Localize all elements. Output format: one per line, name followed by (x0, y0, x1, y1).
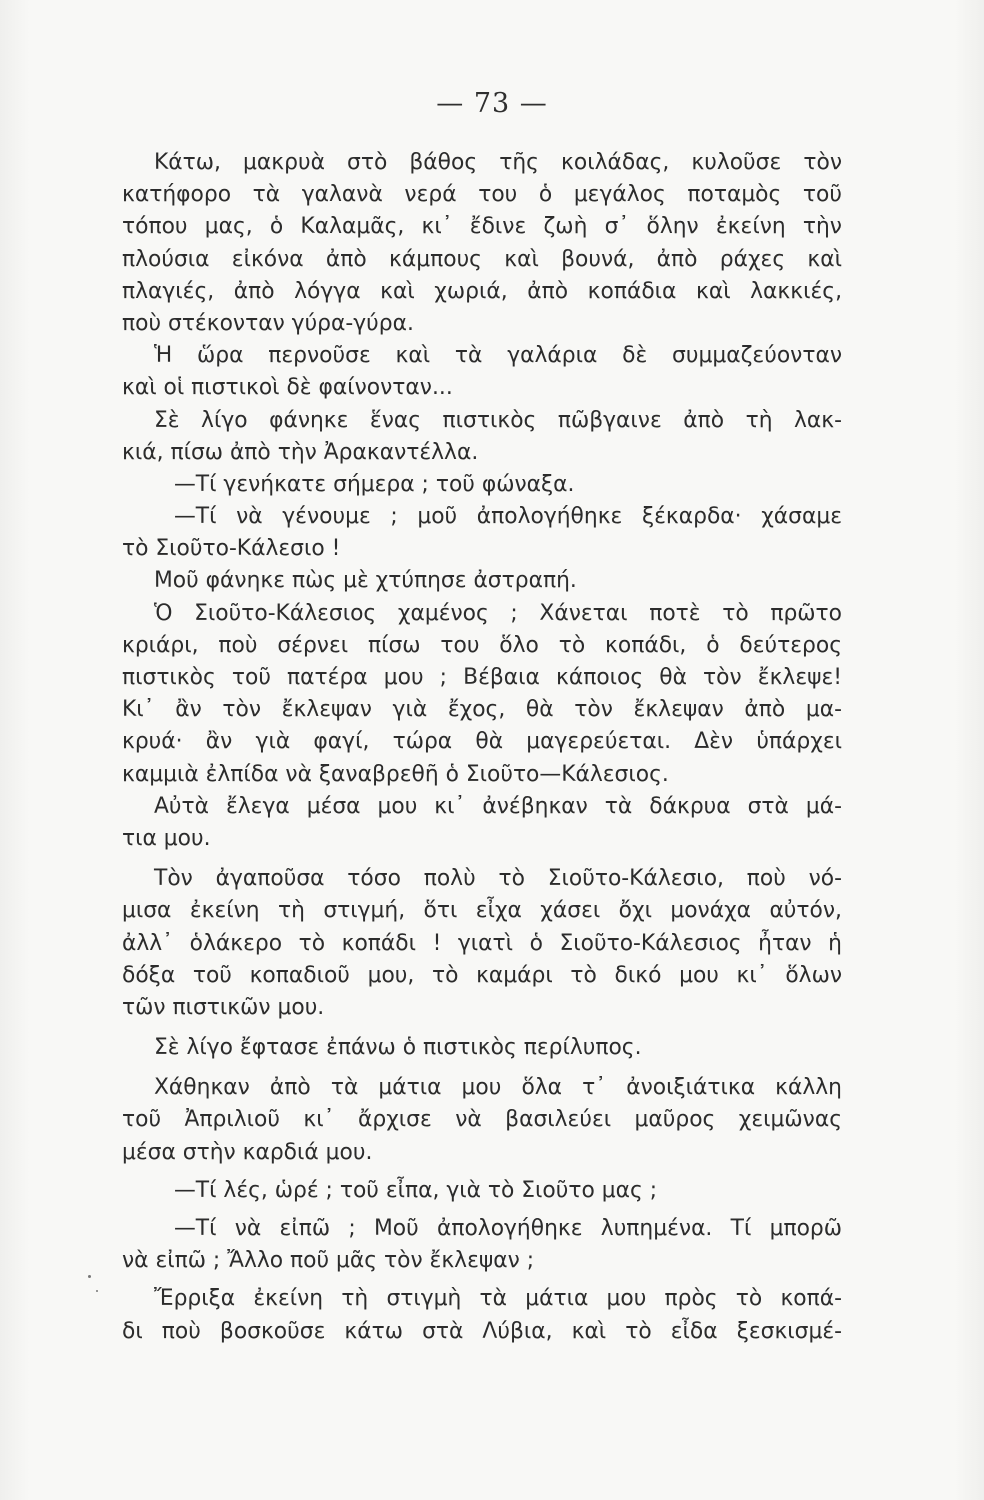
text-line: Κι᾽ ἂν τὸν ἔκλεψαν γιὰ ἔχος, θὰ τὸν ἔκλεψαν ἀπὸ μα- (122, 697, 842, 723)
text-line: πλαγιές, ἀπὸ λόγγα καὶ χωριά, ἀπὸ κοπάδια καὶ λακκιές, (122, 278, 842, 304)
text-line: ποὺ στέκονταν γύρα-γύρα. (122, 310, 414, 336)
text-line: Αὐτὰ ἔλεγα μέσα μου κι᾽ ἀνέβηκαν τὰ δάκρυα στὰ μά- (154, 793, 842, 819)
text-line: νὰ εἰπῶ ; Ἄλλο ποῦ μᾶς τὸν ἔκλεψαν ; (122, 1248, 535, 1274)
text-line: κρυά· ἂν γιὰ φαγί, τώρα θὰ μαγερεύεται. Δὲν ὑπάρχει (122, 729, 842, 755)
text-line: κριάρι, ποὺ σέρνει πίσω του ὅλο τὸ κοπάδι, ὁ δεύτερος (122, 632, 842, 658)
text-line: μισα ἐκείνη τὴ στιγμή, ὅτι εἶχα χάσει ὄχι μονάχα αὐτόν, (122, 898, 842, 924)
text-line: Ἡ ὥρα περνοῦσε καὶ τὰ γαλάρια δὲ συμμαζεύονταν (154, 343, 842, 369)
text-line: δόξα τοῦ κοπαδιοῦ μου, τὸ καμάρι τὸ δικό μου κι᾽ ὅλων (122, 962, 842, 988)
text-line: —Τί λές, ὡρέ ; τοῦ εἶπα, γιὰ τὸ Σιοῦτο μας ; (174, 1177, 658, 1203)
text-line: —Τί νὰ γένουμε ; μοῦ ἀπολογήθηκε ξέκαρδα· χάσαμε (174, 504, 842, 530)
text-line: Κάτω, μακρυὰ στὸ βάθος τῆς κοιλάδας, κυλοῦσε τὸν (154, 150, 842, 175)
text-line: Ὁ Σιοῦτο-Κάλεσιος χαμένος ; Χάνεται ποτὲ τὸ πρῶτο (154, 600, 842, 626)
page-number: — 73 — (436, 88, 548, 119)
paper-speck (88, 1275, 91, 1278)
text-line: Τὸν ἀγαποῦσα τόσο πολὺ τὸ Σιοῦτο-Κάλεσιο, ποὺ νό- (154, 866, 842, 892)
text-line: δι ποὺ βοσκοῦσε κάτω στὰ Λύβια, καὶ τὸ εἶδα ξεσκισμέ- (122, 1318, 842, 1344)
text-line: μέσα στὴν καρδιά μου. (122, 1139, 373, 1165)
text-line: τοῦ Ἀπριλιοῦ κι᾽ ἄρχισε νὰ βασιλεύει μαῦρος χειμῶνας (122, 1107, 842, 1133)
text-line: τὸ Σιοῦτο-Κάλεσιο ! (122, 536, 341, 562)
text-line: ἀλλ᾽ ὁλάκερο τὸ κοπάδι ! γιατὶ ὁ Σιοῦτο-Κάλεσιος ἦταν ἡ (122, 930, 842, 956)
text-line: Ἔρριξα ἐκείνη τὴ στιγμὴ τὰ μάτια μου πρὸς τὸ κοπά- (154, 1286, 842, 1312)
page-text (122, 147, 842, 1348)
text-line: —Τί νὰ εἰπῶ ; Μοῦ ἀπολογήθηκε λυπημένα. Τί μπορῶ (174, 1216, 842, 1241)
text-line: Σὲ λίγο φάνηκε ἕνας πιστικὸς πῶβγαινε ἀπὸ τὴ λακ- (154, 407, 842, 433)
text-line: πιστικὸς τοῦ πατέρα μου ; Βέβαια κάποιος θὰ τὸν ἔκλεψε! (122, 665, 842, 690)
text-line: Σὲ λίγο ἔφτασε ἐπάνω ὁ πιστικὸς περίλυπος. (154, 1035, 642, 1061)
text-line: —Τί γενήκατε σήμερα ; τοῦ φώναξα. (174, 471, 575, 497)
text-line: τόπου μας, ὁ Καλαμᾶς, κι᾽ ἔδινε ζωὴ σ᾽ ὅλην ἐκείνη τὴν (122, 214, 842, 240)
text-line: καὶ οἱ πιστικοὶ δὲ φαίνονταν... (122, 375, 453, 401)
text-line: Μοῦ φάνηκε πὼς μὲ χτύπησε ἀστραπή. (154, 568, 577, 594)
text-line: τια μου. (122, 825, 211, 851)
text-line: Χάθηκαν ἀπὸ τὰ μάτια μου ὅλα τ᾽ ἀνοιξιάτικα κάλλη (154, 1075, 842, 1101)
text-line: τῶν πιστικῶν μου. (122, 994, 325, 1020)
paper-speck (96, 1290, 98, 1292)
text-line: καμμιὰ ἐλπίδα νὰ ξαναβρεθῆ ὁ Σιοῦτο—Κάλεσιος. (122, 761, 669, 787)
text-line: κιά, πίσω ἀπὸ τὴν Ἀρακαντέλλα. (122, 439, 479, 465)
text-line: κατήφορο τὰ γαλανὰ νερά του ὁ μεγάλος ποταμὸς τοῦ (122, 182, 842, 208)
text-line: πλούσια εἰκόνα ἀπὸ κάμπους καὶ βουνά, ἀπὸ ράχες καὶ (122, 246, 842, 272)
